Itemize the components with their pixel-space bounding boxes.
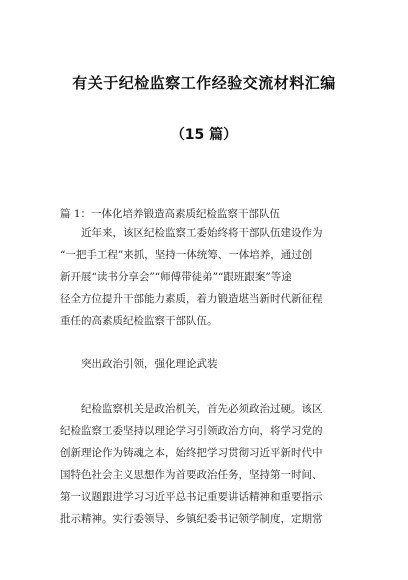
document-subtitle: （15 篇） (170, 127, 238, 143)
paragraph-line: 纪检监察工委坚持以理论学习引领政治方向，将学习党的 (60, 425, 323, 437)
paragraph-line: 近年来，该区纪检监察工委始终将干部队伍建设作为 (81, 227, 323, 239)
paragraph-line: 国特色社会主义思想作为首要政治任务，坚持第一时间、 (60, 469, 323, 481)
document-title: 有关于纪检监察工作经验交流材料汇编 (72, 74, 336, 92)
body-paragraph (60, 398, 352, 530)
section-heading: 突出政治引领，强化理论武装 (81, 358, 218, 370)
intro-paragraph (60, 222, 352, 332)
paragraph-line: 径全方位提升干部能力素质，着力锻造堪当新时代新征程 (60, 293, 323, 305)
paragraph-line: 批示精神。实行委领导、乡镇纪委书记领学制度，定期常 (60, 513, 323, 525)
paragraph-line: 纪检监察机关是政治机关，首先必须政治过硬。该区 (81, 403, 323, 415)
paragraph-line: “一把手工程”来抓，坚持一体统筹、一体培养，通过创 (60, 249, 313, 261)
article-heading: 篇 1：一体化培养锻造高素质纪检监察干部队伍 (60, 208, 281, 220)
paragraph-line: 创新理论作为铸魂之本，始终把学习贯彻习近平新时代中 (60, 447, 323, 459)
paragraph-line: 第一议题跟进学习习近平总书记重要讲话精神和重要指示 (60, 491, 323, 503)
paragraph-line: 重任的高素质纪检监察干部队伍。 (60, 315, 218, 327)
paragraph-line: 新开展“读书分享会”“师傅带徒弟”“跟班跟案”等途 (60, 271, 292, 283)
